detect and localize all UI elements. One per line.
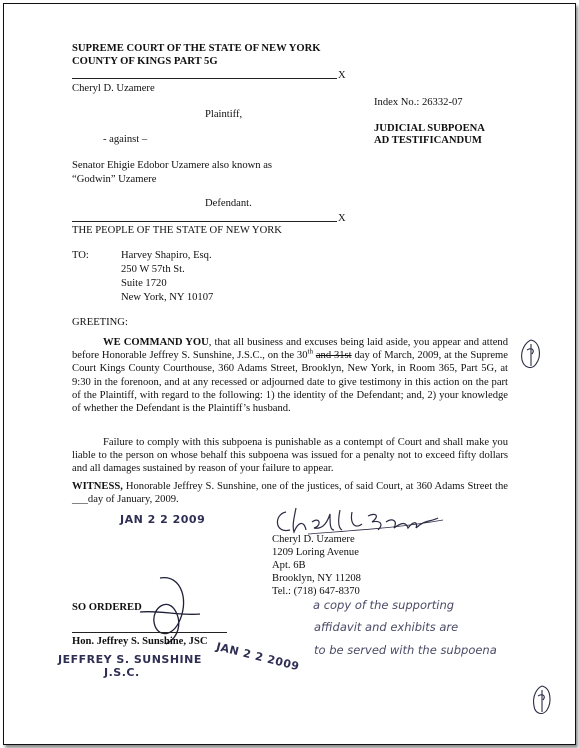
date-stamp: JAN 2 2 2009	[120, 513, 206, 526]
handwritten-note-line3: to be served with the subpoena	[314, 643, 497, 657]
greeting: GREETING:	[72, 317, 128, 328]
caption-rule-top	[72, 78, 337, 79]
recipient-city: New York, NY 10107	[121, 292, 214, 303]
court-name: SUPREME COURT OF THE STATE OF NEW YORK	[72, 43, 321, 54]
people-line: THE PEOPLE OF THE STATE OF NEW YORK	[72, 225, 282, 236]
document-title-line1: JUDICIAL SUBPOENA	[374, 123, 485, 134]
date-superscript: th	[307, 347, 313, 356]
witness-text: Honorable Jeffrey S. Sunshine, one of the justices, of said Court, at 360 Adams Street the ___day of January, 2009.	[72, 481, 508, 506]
so-ordered-label: SO ORDERED	[72, 602, 142, 613]
document-title-line2: AD TESTIFICANDUM	[374, 135, 482, 146]
caption-x-bottom: X	[338, 213, 346, 224]
recipient-street: 250 W 57th St.	[121, 264, 185, 275]
signer-address-apt: Apt. 6B	[272, 560, 306, 571]
signer-address-city: Brooklyn, NY 11208	[272, 573, 361, 584]
handwritten-note-line1: a copy of the supporting	[313, 598, 455, 612]
defendant-name-line2: “Godwin” Uzamere	[72, 174, 157, 185]
judge-stamp-title: J.S.C.	[104, 666, 140, 679]
margin-initial-mark	[518, 338, 544, 372]
command-text-1: , that all business and excuses being laid aside, you appear and attend before Honorable Jeffrey S. Sunshine, J.S.C., on the 30	[72, 337, 508, 362]
recipient-name: Harvey Shapiro, Esq.	[121, 250, 212, 261]
command-lead: WE COMMAND YOU	[103, 337, 209, 348]
defendant-role: Defendant.	[205, 198, 252, 209]
recipient-suite: Suite 1720	[121, 278, 167, 289]
index-number: Index No.: 26332-07	[374, 97, 463, 108]
failure-paragraph: Failure to comply with this subpoena is punishable as a contempt of Court and shall make you liable to the person on whose behalf this subpoena was issued for a penalty not to exceed fifty dollars and all damages sustained by reason of your failure to appear.	[72, 437, 508, 475]
plaintiff-role: Plaintiff,	[205, 109, 243, 120]
signer-address-street: 1209 Loring Avenue	[272, 547, 359, 558]
defendant-name-line1: Senator Ehigie Edobor Uzamere also known as	[72, 160, 273, 171]
judge-signature-line	[72, 632, 227, 633]
court-county: COUNTY OF KINGS PART 5G	[72, 56, 218, 67]
signer-name: Cheryl D. Uzamere	[272, 534, 355, 545]
struck-date-text: and 31st	[315, 350, 352, 362]
caption-rule-bottom	[72, 221, 337, 222]
against-label: - against –	[103, 134, 148, 145]
signer-telephone: Tel.: (718) 647-8370	[272, 586, 360, 597]
judge-name-line: Hon. Jeffrey S. Sunshine, JSC	[72, 636, 208, 647]
plaintiff-name: Cheryl D. Uzamere	[72, 83, 155, 94]
note-initial-mark	[530, 684, 554, 718]
command-paragraph	[72, 336, 508, 415]
judge-stamp-name: JEFFREY S. SUNSHINE	[58, 653, 202, 666]
to-label: TO:	[72, 250, 89, 261]
caption-x-top: X	[338, 70, 346, 81]
handwritten-note-line2: affidavit and exhibits are	[314, 620, 459, 634]
witness-lead: WITNESS,	[72, 481, 123, 492]
date-stamp-rotated: JAN 2 2 2009	[214, 640, 301, 674]
command-text-2: day of March, 2009, at the Supreme Court Kings County Courthouse, 360 Adams Street, Brooklyn, New York, in Room 365, Part 5G, at 9:30 in the forenoon, and at any recessed or adjourned date to give testimony in this action on the part of the Plaintiff, with regard to the following: 1) the identity of the Defendant; and, 2) your knowledge of whether the Defendant is the Plaintiff’s husband.	[72, 350, 508, 415]
